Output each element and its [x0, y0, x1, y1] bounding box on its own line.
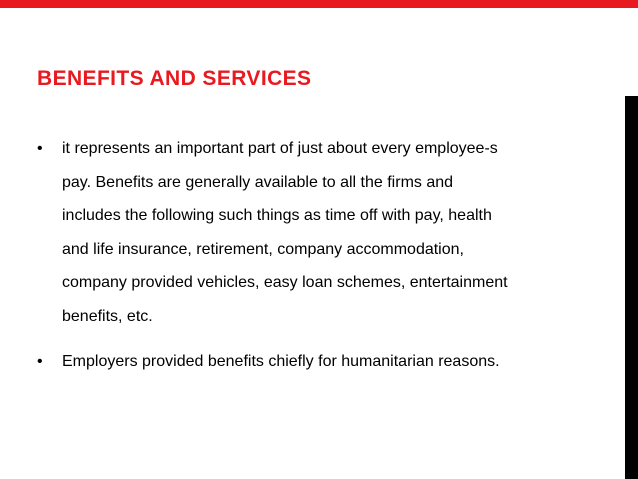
bullet-list	[37, 132, 577, 379]
bullet-line: pay. Benefits are generally available to all the firms and	[62, 173, 454, 191]
bullet-line: it represents an important part of just about every employee-s	[62, 140, 498, 157]
bullet-line: company provided vehicles, easy loan schemes, entertainment	[62, 274, 508, 291]
bullet-line: benefits, etc.	[62, 307, 153, 325]
right-side-bar	[625, 96, 638, 479]
slide-title: BENEFITS AND SERVICES	[37, 67, 312, 90]
bullet-marker: •	[37, 140, 43, 157]
bullet-line: Employers provided benefits chiefly for humanitarian reasons.	[62, 353, 500, 370]
bullet-item	[37, 345, 577, 379]
bullet-marker: •	[37, 353, 43, 370]
bullet-line: and life insurance, retirement, company accommodation,	[62, 240, 464, 258]
bullet-line: includes the following such things as time off with pay, health	[62, 207, 492, 224]
bullet-item	[37, 132, 577, 333]
top-accent-bar	[0, 0, 638, 8]
